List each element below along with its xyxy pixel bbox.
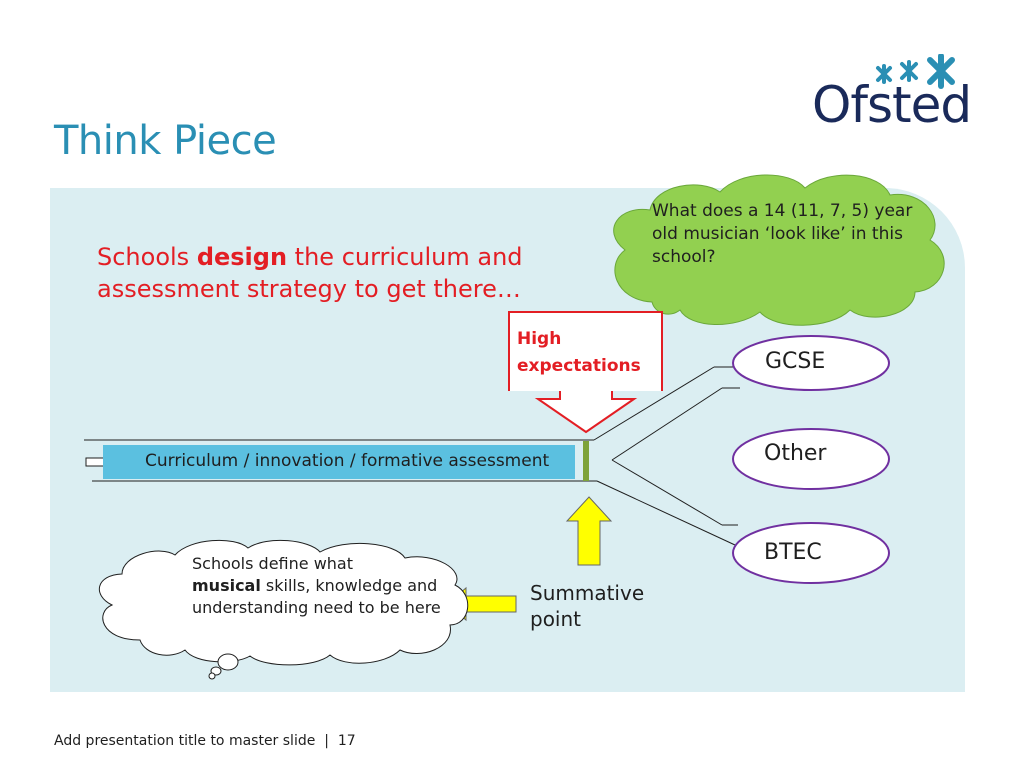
cloud-callout-text: Schools define what musical skills, knowledge and understanding need to be here [192,554,441,617]
curriculum-label: Curriculum / innovation / formative assessment [145,451,550,471]
outcome-other-label: Other [764,441,827,466]
footer-title: Add presentation title to master slide [54,733,316,749]
slide-footer [54,733,356,749]
summative-point-label: Summative point [530,581,645,631]
outcome-btec-label: BTEC [764,540,822,565]
summative-marker [583,441,589,481]
summative-up-arrow-icon [567,497,611,565]
design-statement: Schools design the curriculum and assessment strategy to get there… [97,243,523,303]
page-number: 17 [337,733,356,749]
logo-text: Ofsted [812,76,972,134]
high-expectations-label: High expectations [517,329,641,376]
high-expectations-arrow-icon [538,390,634,432]
slide-title: Think Piece [54,118,277,164]
footer-separator: | [324,733,329,749]
musical-emphasis: musical [192,576,261,595]
design-emphasis: design [196,243,288,271]
branch-lines [594,367,740,545]
thought-bubble-text: What does a 14 (11, 7, 5) year old musician ‘look like’ in this school? [652,201,913,267]
outcome-gcse-label: GCSE [765,349,826,374]
